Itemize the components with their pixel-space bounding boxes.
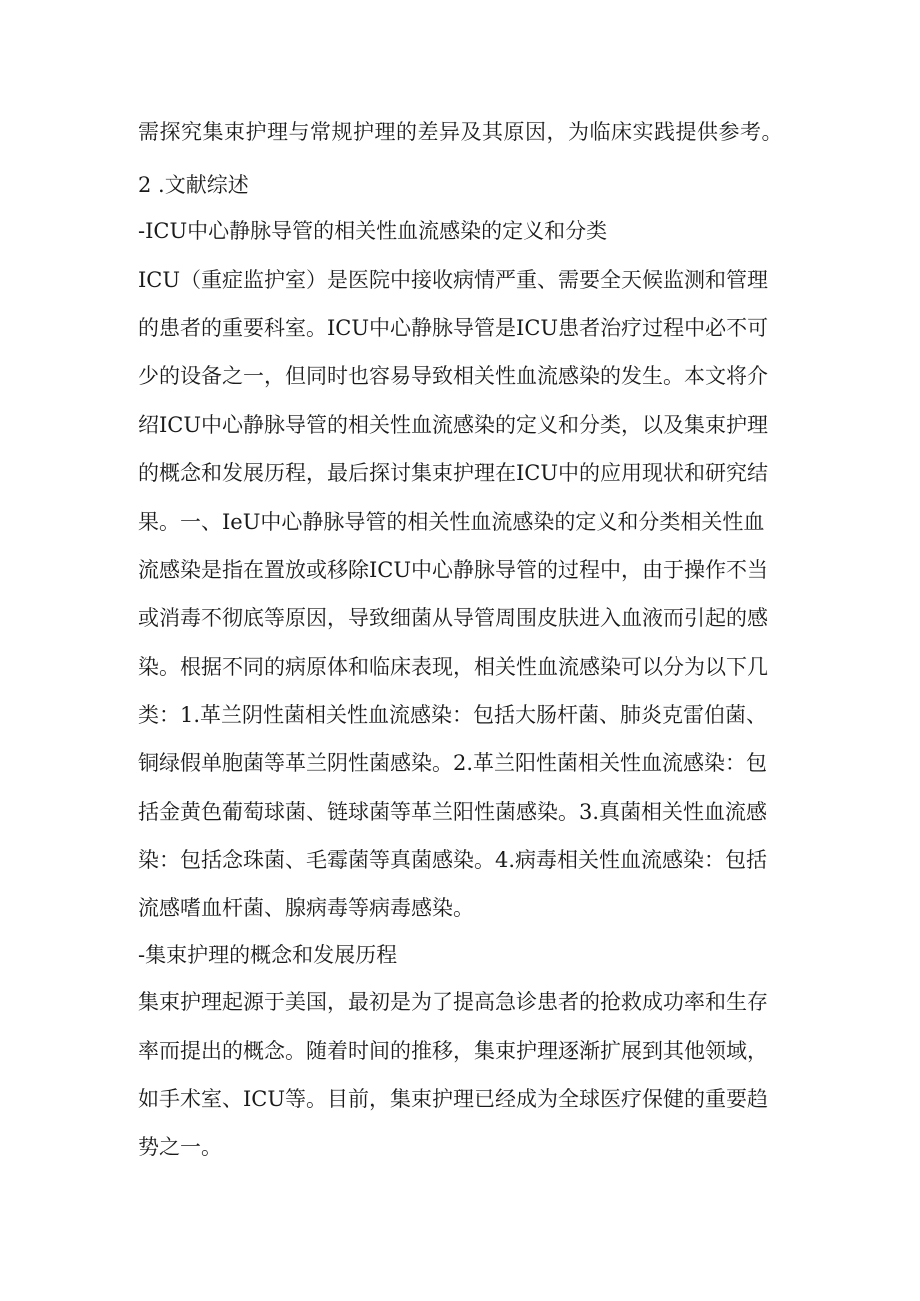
text-line: 铜绿假单胞菌等革兰阴性菌感染。2.革兰阳性菌相关性血流感染：包 — [138, 751, 768, 775]
text-line: 流感嗜血杆菌、腺病毒等病毒感染。 — [138, 896, 474, 920]
text-line: 或消毒不彻底等原因，导致细菌从导管周围皮肤进入血液而引起的感 — [138, 606, 768, 630]
text-line: 流感染是指在置放或移除ICU中心静脉导管的过程中，由于操作不当 — [138, 558, 769, 582]
text-line: 集束护理起源于美国，最初是为了提高急诊患者的抢救成功率和生存 — [138, 990, 768, 1014]
text-line: 需探究集束护理与常规护理的差异及其原因，为临床实践提供参考。 — [138, 120, 783, 144]
section-heading: 2 .文献综述 — [138, 173, 249, 197]
subsection-heading: -ICU中心静脉导管的相关性血流感染的定义和分类 — [138, 219, 608, 243]
text-line: 染。根据不同的病原体和临床表现，相关性血流感染可以分为以下几 — [138, 655, 768, 679]
text-line: 染：包括念珠菌、毛霉菌等真菌感染。4.病毒相关性血流感染：包括 — [138, 848, 768, 872]
text-line: 的概念和发展历程，最后探讨集束护理在ICU中的应用现状和研究结 — [138, 461, 769, 485]
text-line: 的患者的重要科室。ICU中心静脉导管是ICU患者治疗过程中必不可 — [138, 316, 769, 340]
text-line: 率而提出的概念。随着时间的推移，集束护理逐渐扩展到其他领域， — [138, 1039, 768, 1063]
text-line: 括金黄色葡萄球菌、链球菌等革兰阳性菌感染。3.真菌相关性血流感 — [138, 800, 768, 824]
text-line: 如手术室、ICU等。目前，集束护理已经成为全球医疗保健的重要趋 — [138, 1087, 769, 1111]
subsection-heading: -集束护理的概念和发展历程 — [138, 943, 398, 967]
text-line: 绍ICU中心静脉导管的相关性血流感染的定义和分类，以及集束护理 — [138, 413, 769, 437]
text-line: 势之一。 — [138, 1135, 222, 1159]
text-line: 少的设备之一，但同时也容易导致相关性血流感染的发生。本文将介 — [138, 364, 768, 388]
text-line: 果。一、IeU中心静脉导管的相关性血流感染的定义和分类相关性血 — [138, 510, 765, 534]
text-line: ICU（重症监护室）是医院中接收病情严重、需要全天候监测和管理 — [138, 268, 769, 292]
text-line: 类：1.革兰阴性菌相关性血流感染：包括大肠杆菌、肺炎克雷伯菌、 — [138, 703, 768, 727]
